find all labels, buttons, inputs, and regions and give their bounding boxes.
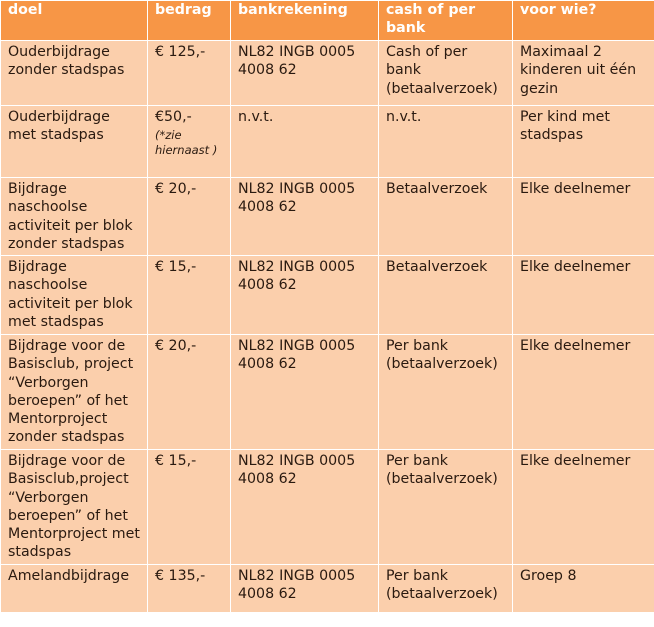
cell-voor-wie: Maximaal 2 kinderen uit één gezin bbox=[513, 41, 654, 106]
bedrag-value: €50,- bbox=[155, 109, 192, 125]
header-row bbox=[1, 1, 654, 41]
cell-cash-of-bank: Per bank (betaalverzoek) bbox=[379, 450, 513, 565]
cell-voor-wie: Elke deelnemer bbox=[513, 256, 654, 335]
cell-bankrekening: NL82 INGB 0005 4008 62 bbox=[231, 565, 379, 613]
table-row bbox=[1, 106, 654, 178]
cell-bedrag: € 15,- bbox=[148, 450, 231, 565]
cell-cash-of-bank: Per bank (betaalverzoek) bbox=[379, 565, 513, 613]
header-doel: doel bbox=[1, 1, 148, 41]
cell-cash-of-bank: Cash of per bank (betaalverzoek) bbox=[379, 41, 513, 106]
cell-doel: Bijdrage naschoolse activiteit per blok zonder stadspas bbox=[1, 178, 148, 256]
header-voor-wie: voor wie? bbox=[513, 1, 654, 41]
cell-voor-wie: Per kind met stadspas bbox=[513, 106, 654, 178]
cell-cash-of-bank: Betaalverzoek bbox=[379, 256, 513, 335]
table-row bbox=[1, 41, 654, 106]
cell-bankrekening: NL82 INGB 0005 4008 62 bbox=[231, 335, 379, 450]
cell-doel: Bijdrage naschoolse activiteit per blok met stadspas bbox=[1, 256, 148, 335]
cell-bankrekening: NL82 INGB 0005 4008 62 bbox=[231, 178, 379, 256]
table-row bbox=[1, 450, 654, 565]
cell-bedrag: € 15,- bbox=[148, 256, 231, 335]
table-body bbox=[1, 41, 654, 613]
cell-voor-wie: Elke deelnemer bbox=[513, 450, 654, 565]
cell-bedrag: € 135,- bbox=[148, 565, 231, 613]
cell-bankrekening: NL82 INGB 0005 4008 62 bbox=[231, 256, 379, 335]
header-bedrag: bedrag bbox=[148, 1, 231, 41]
header-cash-of-per-bank: cash of per bank bbox=[379, 1, 513, 41]
cell-bankrekening: NL82 INGB 0005 4008 62 bbox=[231, 41, 379, 106]
header-bankrekening: bankrekening bbox=[231, 1, 379, 41]
cell-cash-of-bank: Betaalverzoek bbox=[379, 178, 513, 256]
cell-bedrag: € 125,- bbox=[148, 41, 231, 106]
cell-doel: Ouderbijdrage zonder stadspas bbox=[1, 41, 148, 106]
table-row bbox=[1, 256, 654, 335]
cell-voor-wie: Elke deelnemer bbox=[513, 335, 654, 450]
cell-doel: Ouderbijdrage met stadspas bbox=[1, 106, 148, 178]
cell-bankrekening: n.v.t. bbox=[231, 106, 379, 178]
bedrag-note: (*zie hiernaast ) bbox=[155, 128, 218, 158]
table-row bbox=[1, 565, 654, 613]
cell-bankrekening: NL82 INGB 0005 4008 62 bbox=[231, 450, 379, 565]
cell-bedrag: € 20,- bbox=[148, 178, 231, 256]
table-row bbox=[1, 335, 654, 450]
cell-voor-wie: Elke deelnemer bbox=[513, 178, 654, 256]
table-header bbox=[1, 1, 654, 41]
cell-doel: Amelandbijdrage bbox=[1, 565, 148, 613]
cell-cash-of-bank: Per bank (betaalverzoek) bbox=[379, 335, 513, 450]
cell-voor-wie: Groep 8 bbox=[513, 565, 654, 613]
cell-bedrag: € 20,- bbox=[148, 335, 231, 450]
cell-doel: Bijdrage voor de Basisclub,project “Verborgen beroepen” of het Mentorproject met stadspas bbox=[1, 450, 148, 565]
table-row bbox=[1, 178, 654, 256]
cell-bedrag bbox=[148, 106, 231, 178]
cell-doel: Bijdrage voor de Basisclub, project “Verborgen beroepen” of het Mentorproject zonder stadspas bbox=[1, 335, 148, 450]
cell-cash-of-bank: n.v.t. bbox=[379, 106, 513, 178]
